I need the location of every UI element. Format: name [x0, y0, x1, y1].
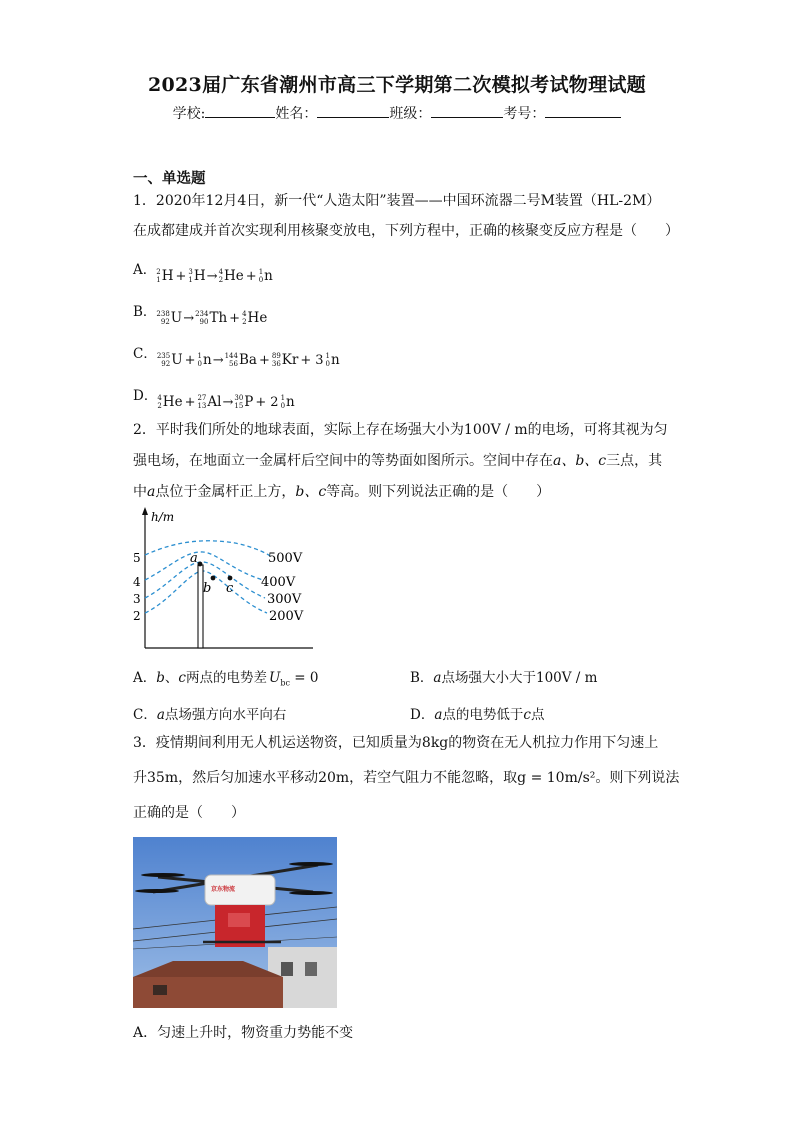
operator: +: [184, 352, 196, 368]
arrow-symbol: →: [222, 394, 234, 410]
label-300v: 300V: [267, 592, 302, 607]
equipotential-figure: [125, 505, 315, 655]
operator: +: [255, 394, 267, 410]
equipotential-500v: [145, 541, 270, 556]
q2-line3: [133, 482, 550, 502]
operator: +: [175, 268, 187, 284]
nuclear-equation: [156, 268, 273, 284]
operator: 2: [270, 394, 279, 410]
propeller: [141, 873, 185, 877]
q2-opt-a-sep: 、: [164, 670, 179, 686]
nuclide: 30 15 P: [234, 394, 254, 410]
operator: +: [300, 352, 312, 368]
q2-line3-a: 中: [133, 484, 147, 500]
q1-option-b: [133, 300, 267, 326]
q2-option-b: [410, 666, 597, 686]
point-a: [198, 562, 203, 567]
student-info-line: [0, 103, 794, 123]
name-label: 姓名：: [275, 106, 318, 122]
q2-opt-a-var-c: c: [178, 670, 186, 686]
point-b: [211, 576, 216, 581]
page-title: 2023届广东省潮州市高三下学期第二次模拟考试物理试题: [148, 74, 646, 96]
q1-line1: 1．2020年12月4日，新一代“人造太阳”装置——中国环流器二号M装置（HL-2M）: [133, 193, 661, 209]
id-blank[interactable]: [545, 103, 621, 118]
arrow-symbol: →: [206, 268, 218, 284]
class-label: 班级：: [389, 106, 432, 122]
label-500v: 500V: [268, 551, 303, 566]
y-axis-label: h/m: [151, 510, 175, 524]
q2-opt-a-text: 两点的电势差: [185, 670, 267, 686]
q2-line2-c: 三点，其: [606, 453, 663, 469]
q1-option-c: [133, 342, 340, 368]
id-label: 考号：: [503, 106, 546, 122]
q2-opt-a-prefix: A．: [133, 670, 157, 686]
operator: +: [258, 352, 270, 368]
point-b-label: b: [203, 581, 212, 596]
option-label: C．: [133, 346, 157, 362]
q2-opt-a-var-b: b: [156, 670, 165, 686]
q2-opt-a-value: = 0: [289, 670, 319, 686]
q2-opt-d-end: 点: [530, 707, 545, 723]
metal-rod: [198, 565, 203, 648]
cargo-label: [228, 913, 250, 927]
building-window: [281, 962, 293, 976]
point-c-label: c: [226, 581, 234, 596]
operator: +: [184, 394, 196, 410]
q2-opt-a-symbol: U: [268, 670, 281, 686]
q2-line2-vars: a、b、c: [553, 453, 607, 469]
nuclide: 4 2 He: [218, 268, 244, 284]
class-blank[interactable]: [431, 103, 503, 118]
q2-opt-d-var2: c: [523, 707, 531, 723]
nuclide: 4 2 He: [242, 310, 268, 326]
q2-option-c: [133, 703, 286, 723]
nuclear-equation: [156, 310, 267, 326]
nuclide: 235 92 U: [156, 352, 183, 368]
nuclide: 89 36 Kr: [271, 352, 299, 368]
q2-line1: 2．平时我们所处的地球表面，实际上存在场强大小为100V / m的电场，可将其视为匀: [133, 422, 668, 438]
operator: +: [245, 268, 257, 284]
q2-line3-c: 点位于金属杆正上方，: [155, 484, 296, 500]
point-c: [228, 576, 233, 581]
operator: +: [229, 310, 241, 326]
q1-option-a: [133, 258, 273, 284]
point-a-label: a: [190, 551, 198, 566]
school-blank[interactable]: [205, 103, 275, 118]
q2-line2: [133, 451, 662, 471]
building-window: [153, 985, 167, 995]
nuclear-equation: [157, 394, 294, 410]
nuclide: 234 90 Th: [195, 310, 228, 326]
q3-line3: 正确的是（ ）: [133, 805, 245, 821]
q1-line2: 在成都建成并首次实现利用核聚变放电，下列方程中，正确的核聚变反应方程是（ ）: [133, 223, 679, 239]
q2-opt-b-prefix: B．: [410, 670, 434, 686]
arrow-symbol: →: [212, 352, 224, 368]
label-400v: 400V: [261, 575, 296, 590]
q3-option-a: A．匀速上升时，物资重力势能不变: [133, 1025, 354, 1041]
q1-option-d: [133, 384, 295, 410]
q2-line3-var: a: [147, 484, 156, 500]
section-heading: 一、单选题: [133, 170, 206, 187]
nuclide: 1 0 n: [197, 352, 212, 368]
y-axis-arrow: [142, 507, 148, 515]
y-tick-4: 4: [133, 575, 141, 589]
option-label: A．: [133, 262, 157, 278]
arrow-symbol: →: [183, 310, 195, 326]
equipotential-400v: [145, 552, 263, 580]
propeller: [289, 891, 333, 895]
building-window: [305, 962, 317, 976]
label-200v: 200V: [269, 609, 304, 624]
nuclide: 3 1 H: [188, 268, 206, 284]
nuclide: 1 0 n: [280, 394, 295, 410]
q2-line3-vars: b、c: [295, 484, 327, 500]
name-blank[interactable]: [317, 103, 389, 118]
q2-option-a: [133, 666, 318, 688]
nuclear-equation: [157, 352, 340, 368]
q2-opt-d-text: 点的电势低于: [442, 707, 524, 723]
q2-opt-d-var: a: [434, 707, 443, 723]
option-label: B．: [133, 304, 157, 320]
nuclide: 144 56 Ba: [224, 352, 257, 368]
y-tick-3: 3: [133, 592, 141, 606]
nuclide: 2 1 H: [156, 268, 174, 284]
q3-line1: 3．疫情期间利用无人机运送物资，已知质量为8kg的物资在无人机拉力作用下匀速上: [133, 735, 659, 751]
option-label: D．: [133, 388, 158, 404]
drone-photo: [133, 837, 337, 1008]
q2-opt-a-subscript: bc: [280, 678, 290, 688]
y-tick-2: 2: [133, 609, 141, 623]
nuclide: 1 0 n: [325, 352, 340, 368]
q3-line2: 升35m，然后匀加速水平移动20m，若空气阻力不能忽略，取g = 10m/s²。则下列说法: [133, 770, 680, 786]
propeller: [135, 889, 179, 893]
q2-opt-c-prefix: C．: [133, 707, 157, 723]
nuclide: 4 2 He: [157, 394, 183, 410]
q2-line2-a: 强电场，在地面立一金属杆后空间中的等势面如图所示。空间中存在: [133, 453, 553, 469]
q2-opt-d-prefix: D．: [410, 707, 435, 723]
nuclide: 238 92 U: [156, 310, 183, 326]
school-label: 学校:: [172, 106, 206, 122]
y-tick-5: 5: [133, 551, 141, 565]
q2-opt-b-var: a: [433, 670, 442, 686]
drone-logo: 京东物流: [211, 886, 236, 893]
q2-opt-c-var: a: [156, 707, 165, 723]
operator: 3: [315, 352, 324, 368]
q2-line3-e: 等高。则下列说法正确的是（ ）: [326, 484, 551, 500]
propeller: [289, 862, 333, 866]
nuclide: 1 0 n: [258, 268, 273, 284]
q2-opt-b-text: 点场强大小大于100V / m: [441, 670, 598, 686]
q2-option-d: [410, 703, 544, 723]
nuclide: 27 13 Al: [197, 394, 222, 410]
q2-opt-c-text: 点场强方向水平向右: [164, 707, 287, 723]
